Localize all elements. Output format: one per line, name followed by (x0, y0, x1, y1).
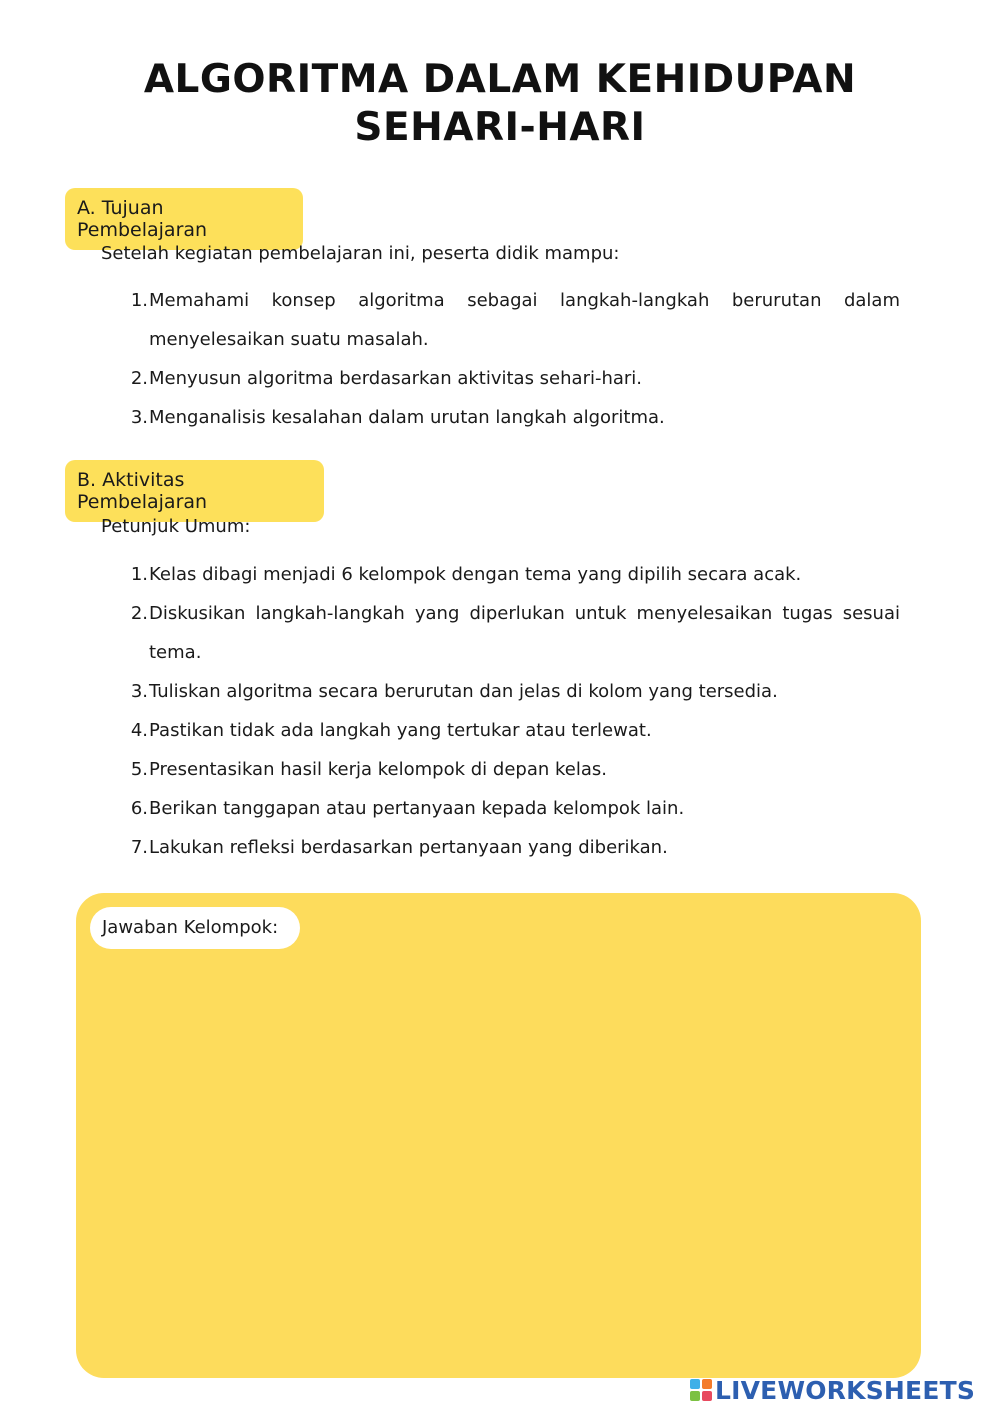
section-a-heading: A. Tujuan Pembelajaran (65, 188, 303, 250)
learning-objectives-list (128, 281, 900, 437)
section-b-heading: B. Aktivitas Pembelajaran (65, 460, 324, 522)
list-item-number: 4. (130, 720, 148, 741)
section-b-intro: Petunjuk Umum: (101, 516, 251, 537)
page-title-line-1: ALGORITMA DALAM KEHIDUPAN (143, 57, 857, 102)
group-answer-label: Jawaban Kelompok: (90, 907, 300, 949)
list-item-number: 7. (130, 837, 148, 858)
list-item-text: Menyusun algoritma berdasarkan aktivitas sehari-hari. (149, 368, 643, 389)
list-item (128, 555, 900, 594)
group-answer-area[interactable] (76, 893, 921, 1378)
page-title (0, 56, 1000, 152)
list-item (128, 789, 900, 828)
list-item-number: 3. (130, 681, 148, 702)
list-item (128, 750, 900, 789)
list-item (128, 711, 900, 750)
general-instructions-list (128, 555, 900, 867)
list-item (128, 359, 900, 398)
list-item-number: 3. (130, 407, 148, 428)
list-item-number: 5. (130, 759, 148, 780)
list-item (128, 672, 900, 711)
list-item-text: Diskusikan langkah-langkah yang diperlukan untuk menyelesaikan tugas sesuai tema. (149, 603, 900, 663)
list-item-text: Presentasikan hasil kerja kelompok di depan kelas. (149, 759, 607, 780)
section-a-intro: Setelah kegiatan pembelajaran ini, peserta didik mampu: (101, 243, 620, 264)
list-item-text: Berikan tanggapan atau pertanyaan kepada kelompok lain. (149, 798, 685, 819)
list-item-text: Tuliskan algoritma secara berurutan dan jelas di kolom yang tersedia. (149, 681, 778, 702)
list-item (128, 828, 900, 867)
liveworksheets-grid-icon (690, 1379, 712, 1401)
list-item (128, 281, 900, 359)
list-item (128, 594, 900, 672)
list-item-number: 6. (130, 798, 148, 819)
liveworksheets-logo-text: LIVEWORKSHEETS (715, 1375, 976, 1405)
list-item-number: 1. (130, 290, 148, 311)
liveworksheets-logo (690, 1374, 975, 1406)
list-item-text: Pastikan tidak ada langkah yang tertukar atau terlewat. (149, 720, 652, 741)
list-item-text: Lakukan refleksi berdasarkan pertanyaan yang diberikan. (149, 837, 668, 858)
list-item-text: Memahami konsep algoritma sebagai langkah-langkah berurutan dalam menyelesaikan suatu masalah. (149, 290, 900, 350)
list-item (128, 398, 900, 437)
list-item-text: Menganalisis kesalahan dalam urutan langkah algoritma. (149, 407, 665, 428)
list-item-number: 2. (130, 368, 148, 389)
page-title-line-2: SEHARI-HARI (354, 105, 646, 150)
list-item-text: Kelas dibagi menjadi 6 kelompok dengan tema yang dipilih secara acak. (149, 564, 802, 585)
list-item-number: 2. (130, 603, 148, 624)
list-item-number: 1. (130, 564, 148, 585)
